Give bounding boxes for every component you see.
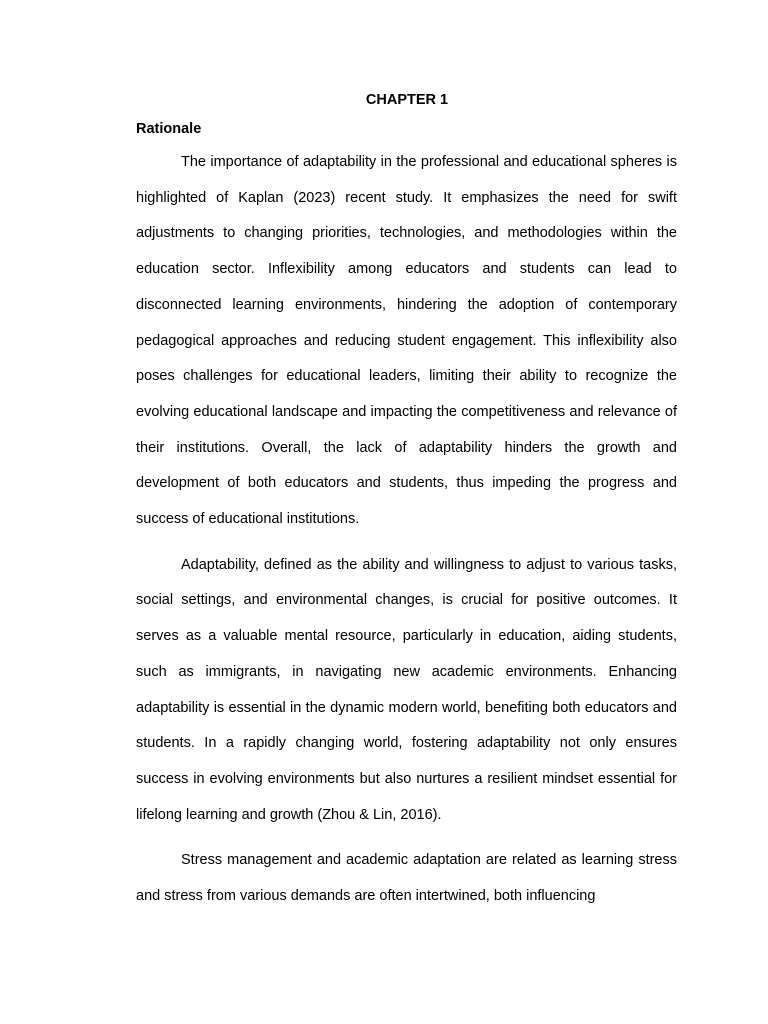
paragraph-adaptability-definition: Adaptability, defined as the ability and willingness to adjust to various tasks, social settings, and environmental changes, is crucial for positive outcomes. It serves as a valuable mental resource, particularly in education, aiding students, such as immigrants, in navigating new academic environments. Enhancing adaptability is essential in the dynamic modern world, benefiting both educators and students. In a rapidly changing world, fostering adaptability not only ensures success in evolving environments but also nurtures a resilient mindset essential for lifelong learning and growth (Zhou & Lin, 2016). <box>136 556 677 823</box>
paragraph-adaptability-importance: The importance of adaptability in the professional and educational spheres is highlighted of Kaplan (2023) recent study. It emphasizes the need for swift adjustments to changing priorities, technologies, and methodologies within the education sector. Inflexibility among educators and students can lead to disconnected learning environments, hindering the adoption of contemporary pedagogical approaches and reducing student engagement. This inflexibility also poses challenges for educational leaders, limiting their ability to recognize the evolving educational landscape and impacting the competitiveness and relevance of their institutions. Overall, the lack of adaptability hinders the growth and development of both educators and students, thus impeding the progress and success of educational institutions. <box>136 154 677 528</box>
section-heading-rationale: Rationale <box>136 121 202 137</box>
document-body <box>136 86 677 925</box>
chapter-title: CHAPTER 1 <box>365 92 449 108</box>
paragraph-stress-management: Stress management and academic adaptation are related as learning stress and stress from various demands are often intertwined, both influencing <box>136 852 677 905</box>
